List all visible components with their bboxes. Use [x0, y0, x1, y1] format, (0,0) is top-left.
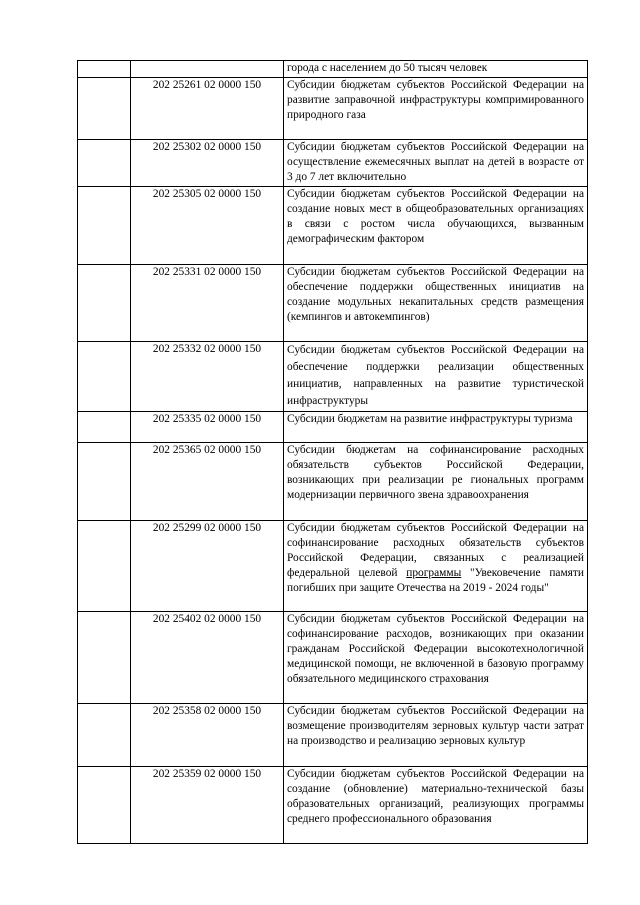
empty-cell — [78, 411, 131, 442]
empty-cell — [78, 61, 131, 78]
code-cell: 202 25365 02 0000 150 — [131, 442, 284, 520]
description-cell — [284, 520, 588, 611]
empty-cell — [78, 766, 131, 843]
description-cell: Субсидии бюджетам на развитие инфраструктуры туризма — [284, 411, 588, 442]
empty-cell — [78, 341, 131, 411]
table-row — [78, 766, 588, 843]
table-row — [78, 186, 588, 264]
description-cell: Субсидии бюджетам субъектов Российской Федерации на создание (обновление) материально-технической базы образовательных организаций, реализующих программы среднего профессионального образования — [284, 766, 588, 843]
code-cell: 202 25335 02 0000 150 — [131, 411, 284, 442]
code-cell: 202 25305 02 0000 150 — [131, 186, 284, 264]
description-cell: Субсидии бюджетам субъектов Российской Федерации на создание новых мест в общеобразовательных организациях в связи с ростом числа обучающихся, вызванным демографическим фактором — [284, 186, 588, 264]
table-row — [78, 520, 588, 611]
empty-cell — [78, 186, 131, 264]
description-cell: Субсидии бюджетам субъектов Российской Федерации на возмещение производителям зерновых культур части затрат на производство и реализацию зерновых культур — [284, 703, 588, 766]
empty-cell — [78, 78, 131, 140]
table-row — [78, 442, 588, 520]
description-cell: города с населением до 50 тысяч человек — [284, 61, 588, 78]
table-row — [78, 78, 588, 140]
code-cell: 202 25359 02 0000 150 — [131, 766, 284, 843]
code-cell: 202 25331 02 0000 150 — [131, 264, 284, 341]
table-row — [78, 611, 588, 703]
empty-cell — [78, 264, 131, 341]
table-row — [78, 140, 588, 187]
table-row — [78, 703, 588, 766]
description-cell: Субсидии бюджетам субъектов Российской Федерации на обеспечение поддержки общественных инициатив на создание модульных некапитальных средств размещения (кемпингов и автокемпингов) — [284, 264, 588, 341]
empty-cell — [78, 140, 131, 187]
code-cell: 202 25302 02 0000 150 — [131, 140, 284, 187]
description-text: "Увековечение памяти погибших при защите Отечества на 2019 - 2024 годы" — [287, 567, 584, 595]
empty-cell — [78, 442, 131, 520]
revenue-codes-table — [77, 60, 588, 844]
code-cell: 202 25332 02 0000 150 — [131, 341, 284, 411]
code-cell — [131, 61, 284, 78]
empty-cell — [78, 520, 131, 611]
empty-cell — [78, 611, 131, 703]
table-row — [78, 341, 588, 411]
program-link[interactable]: программы — [406, 567, 462, 580]
table-row — [78, 264, 588, 341]
code-cell: 202 25261 02 0000 150 — [131, 78, 284, 140]
description-cell: Субсидии бюджетам субъектов Российской Федерации на осуществление ежемесячных выплат на детей в возрасте от 3 до 7 лет включительно — [284, 140, 588, 187]
code-cell: 202 25358 02 0000 150 — [131, 703, 284, 766]
description-text: Субсидии бюджетам субъектов Российской Федерации на софинансирование расходных обязательств субъектов Российской Федерации, связанных с реализацией федеральной целевой — [287, 521, 584, 580]
code-cell: 202 25299 02 0000 150 — [131, 520, 284, 611]
description-cell: Субсидии бюджетам субъектов Российской Федерации на развитие заправочной инфраструктуры компримированного природного газа — [284, 78, 588, 140]
description-cell: Субсидии бюджетам субъектов Российской Федерации на софинансирование расходов, возникающих при оказании гражданам Российской Федерации высокотехнологичной медицинской помощи, не включенной в базовую программу обязательного медицинского страхования — [284, 611, 588, 703]
table-row — [78, 61, 588, 78]
description-cell: Субсидии бюджетам субъектов Российской Федерации на обеспечение поддержки реализации общественных инициатив, направленных на развитие туристической инфраструктуры — [284, 341, 588, 411]
table-row — [78, 411, 588, 442]
description-cell: Субсидии бюджетам на софинансирование расходных обязательств субъектов Российской Федерации, возникающих при реализации ре гиональных программ модернизации первичного звена здравоохранения — [284, 442, 588, 520]
empty-cell — [78, 703, 131, 766]
code-cell: 202 25402 02 0000 150 — [131, 611, 284, 703]
